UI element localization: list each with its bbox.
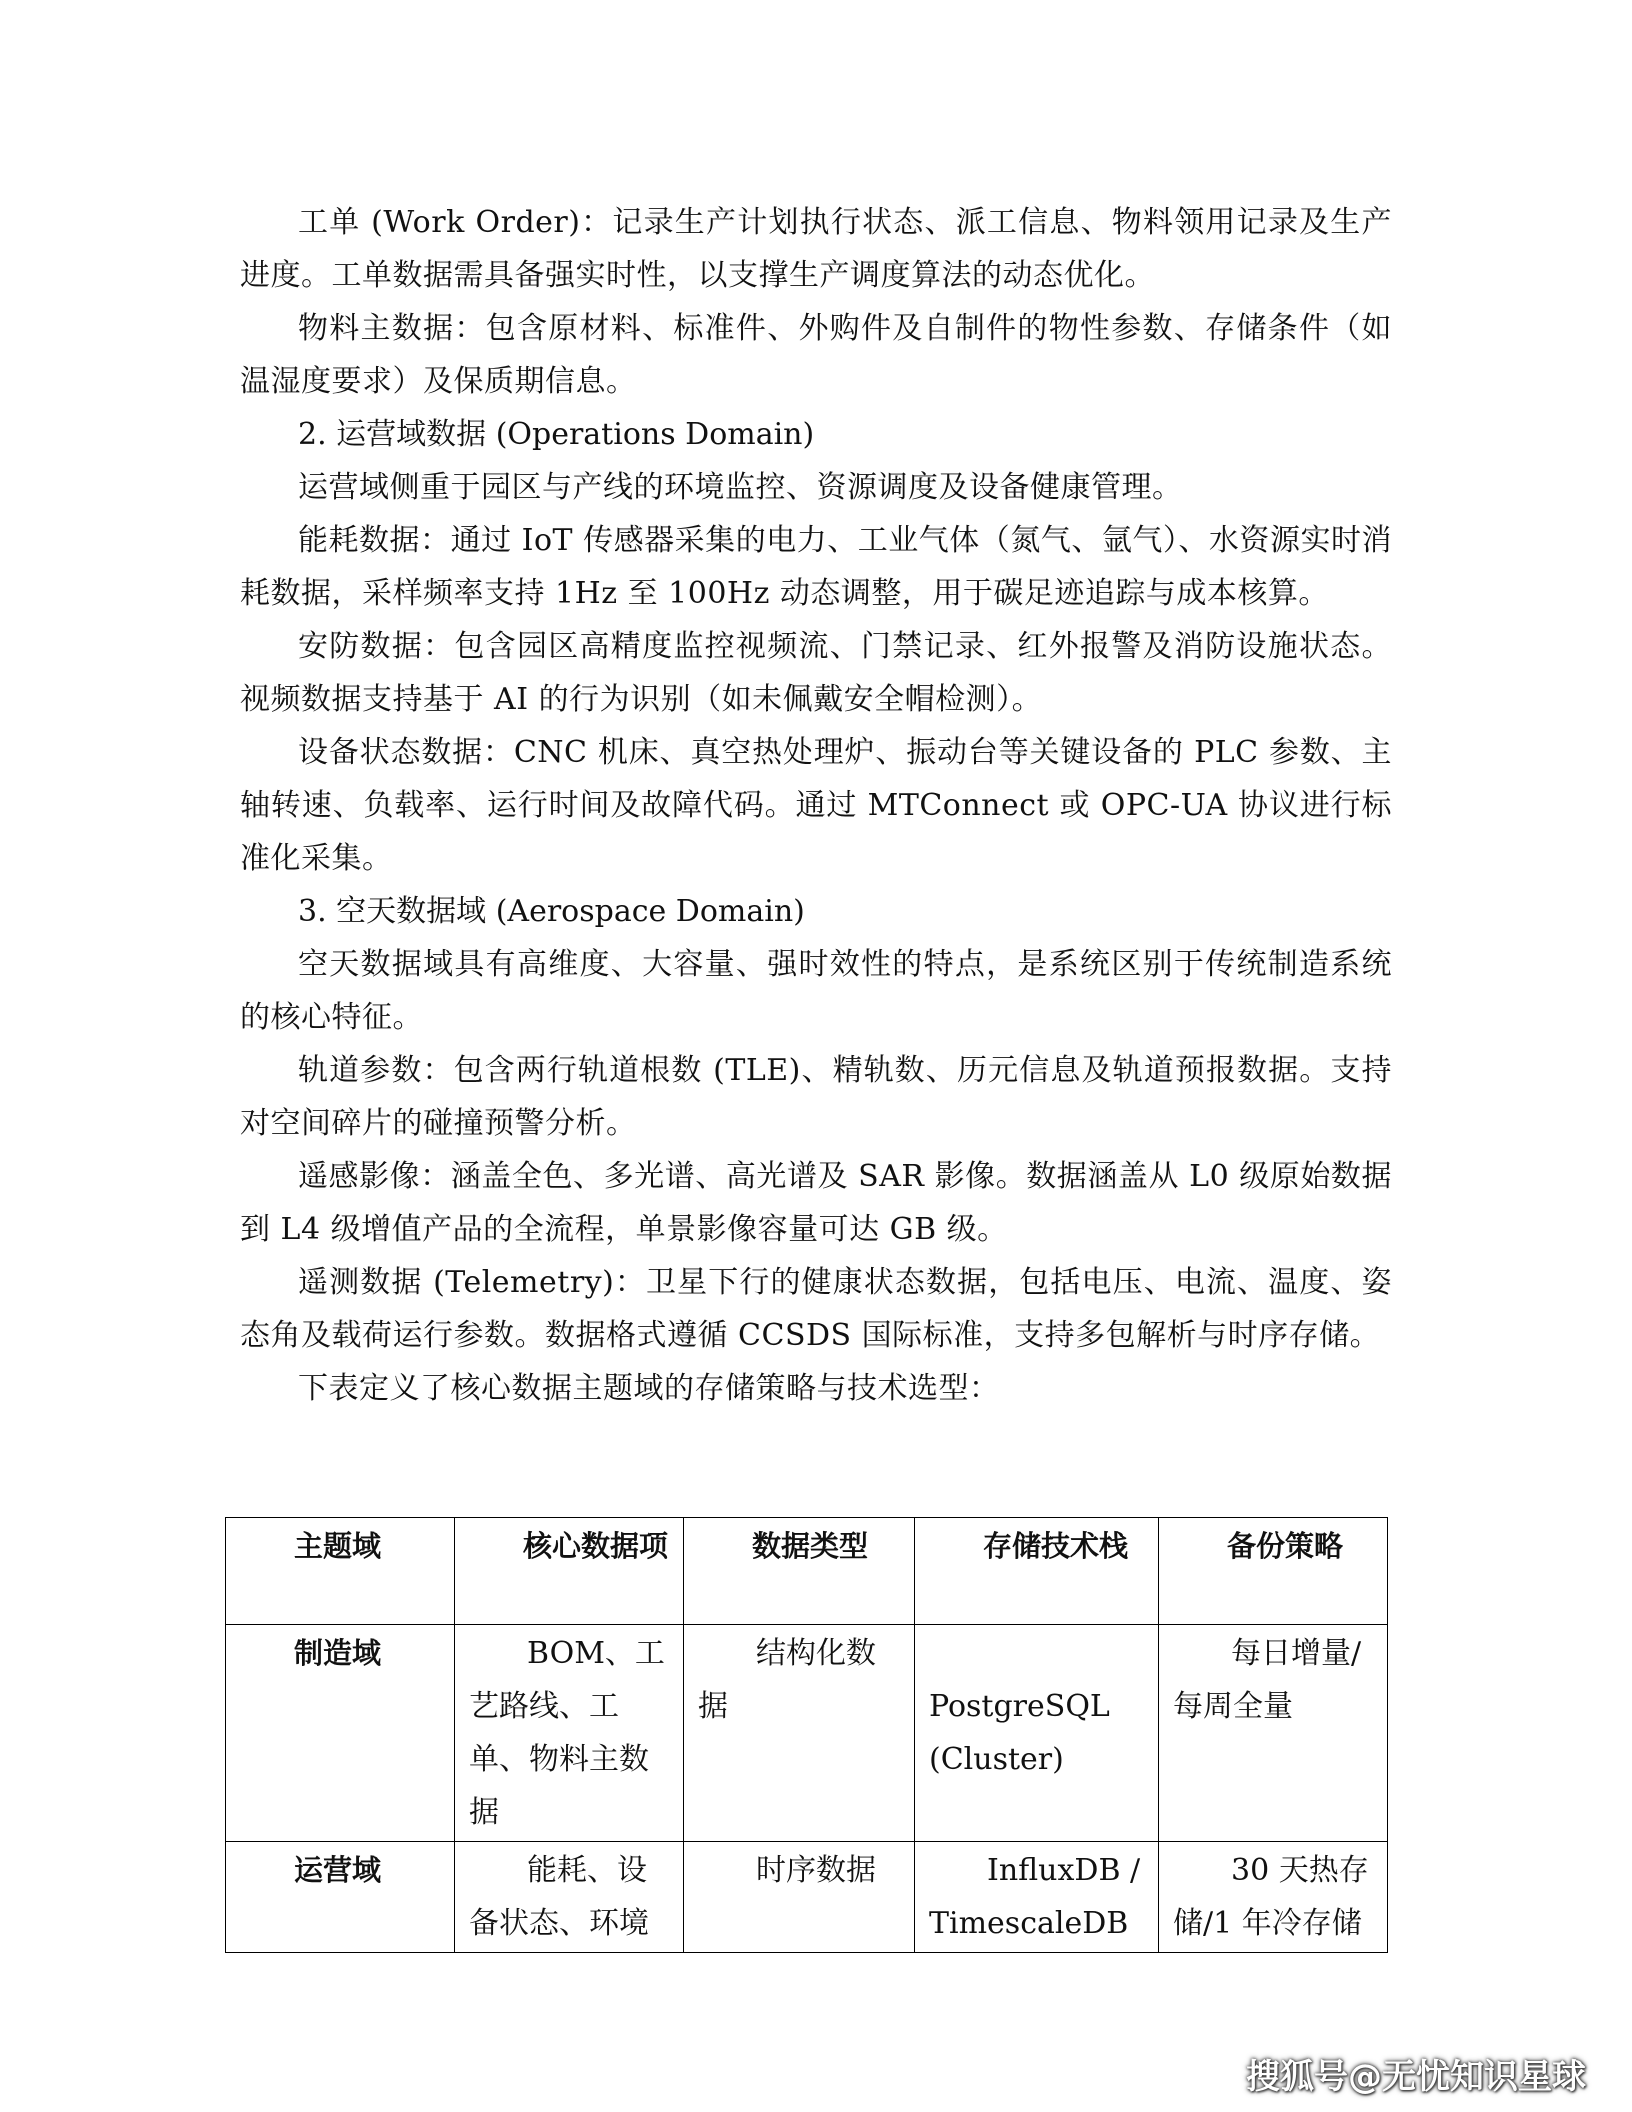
paragraph-table-intro: 下表定义了核心数据主题域的存储策略与技术选型： [298, 1371, 1000, 1406]
cell-core-items [455, 1842, 684, 1953]
paragraph-work-order: 工单 (Work Order)：记录生产计划执行状态、派工信息、物料领用记录及生产进度。工单数据需具备强实时性，以支撑生产调度算法的动态优化。 [240, 205, 1392, 293]
cell-backup [1159, 1842, 1388, 1953]
header-core-items-label: 核心数据项 [523, 1529, 669, 1563]
cell-core-items [455, 1625, 684, 1842]
section-heading-aerospace: 3. 空天数据域 (Aerospace Domain) [298, 894, 805, 929]
paragraph-operations-intro: 运营域侧重于园区与产线的环境监控、资源调度及设备健康管理。 [298, 470, 1183, 505]
paragraph-aerospace-intro: 空天数据域具有高维度、大容量、强时效性的特点，是系统区别于传统制造系统的核心特征。 [240, 947, 1392, 1035]
header-cell-domain: 主题域 [226, 1518, 455, 1625]
paragraph-remote-sensing: 遥感影像：涵盖全色、多光谱、高光谱及 SAR 影像。数据涵盖从 L0 级原始数据到 L4 级增值产品的全流程，单景影像容量可达 GB 级。 [240, 1159, 1392, 1247]
cell-domain: 运营域 [226, 1842, 455, 1953]
cell-tech-stack [915, 1842, 1159, 1953]
cell-domain: 制造域 [226, 1625, 455, 1842]
header-data-type-label: 数据类型 [752, 1529, 869, 1563]
header-cell-backup [1159, 1518, 1388, 1625]
document-body [240, 196, 1392, 1415]
table-header-row [226, 1518, 1388, 1625]
watermark: 搜狐号@无忧知识星球 [1246, 2057, 1586, 2097]
header-tech-stack-label: 存储技术栈 [983, 1529, 1129, 1563]
cell-data-type [684, 1625, 915, 1842]
paragraph-energy-data: 能耗数据：通过 IoT 传感器采集的电力、工业气体（氮气、氩气）、水资源实时消耗数据，采样频率支持 1Hz 至 100Hz 动态调整，用于碳足迹追踪与成本核算。 [240, 523, 1392, 611]
cell-tech-stack [915, 1625, 1159, 1842]
cell-core-items-text: BOM、工艺路线、工单、物料主数据 [469, 1636, 665, 1830]
cell-core-items-text: 能耗、设备状态、环境 [469, 1853, 649, 1941]
cell-backup [1159, 1625, 1388, 1842]
section-heading-operations: 2. 运营域数据 (Operations Domain) [298, 417, 815, 452]
table-row [226, 1625, 1388, 1842]
table-row [226, 1842, 1388, 1953]
cell-tech-stack-text: InfluxDB / TimescaleDB [929, 1853, 1141, 1941]
cell-tech-stack-text: PostgreSQL (Cluster) [929, 1689, 1110, 1777]
header-cell-core-items [455, 1518, 684, 1625]
paragraph-telemetry: 遥测数据 (Telemetry)：卫星下行的健康状态数据，包括电压、电流、温度、姿态角及载荷运行参数。数据格式遵循 CCSDS 国际标准，支持多包解析与时序存储。 [240, 1265, 1392, 1353]
header-cell-tech-stack [915, 1518, 1159, 1625]
header-cell-data-type [684, 1518, 915, 1625]
header-backup-label: 备份策略 [1227, 1529, 1344, 1563]
paragraph-orbit-params: 轨道参数：包含两行轨道根数 (TLE)、精轨数、历元信息及轨道预报数据。支持对空间碎片的碰撞预警分析。 [240, 1053, 1392, 1141]
cell-backup-text: 每日增量/每周全量 [1173, 1636, 1362, 1724]
cell-backup-text: 30 天热存储/1 年冷存储 [1173, 1853, 1369, 1941]
paragraph-security-data: 安防数据：包含园区高精度监控视频流、门禁记录、红外报警及消防设施状态。视频数据支持基于 AI 的行为识别（如未佩戴安全帽检测）。 [240, 629, 1392, 717]
cell-data-type-text: 时序数据 [756, 1853, 876, 1888]
storage-strategy-table [225, 1517, 1388, 1953]
paragraph-equipment-data: 设备状态数据：CNC 机床、真空热处理炉、振动台等关键设备的 PLC 参数、主轴转速、负载率、运行时间及故障代码。通过 MTConnect 或 OPC-UA 协议进行标准化采集。 [240, 735, 1392, 876]
cell-data-type [684, 1842, 915, 1953]
cell-data-type-text: 结构化数据 [698, 1636, 876, 1724]
paragraph-material-master: 物料主数据：包含原材料、标准件、外购件及自制件的物性参数、存储条件（如温湿度要求）及保质期信息。 [240, 311, 1392, 399]
